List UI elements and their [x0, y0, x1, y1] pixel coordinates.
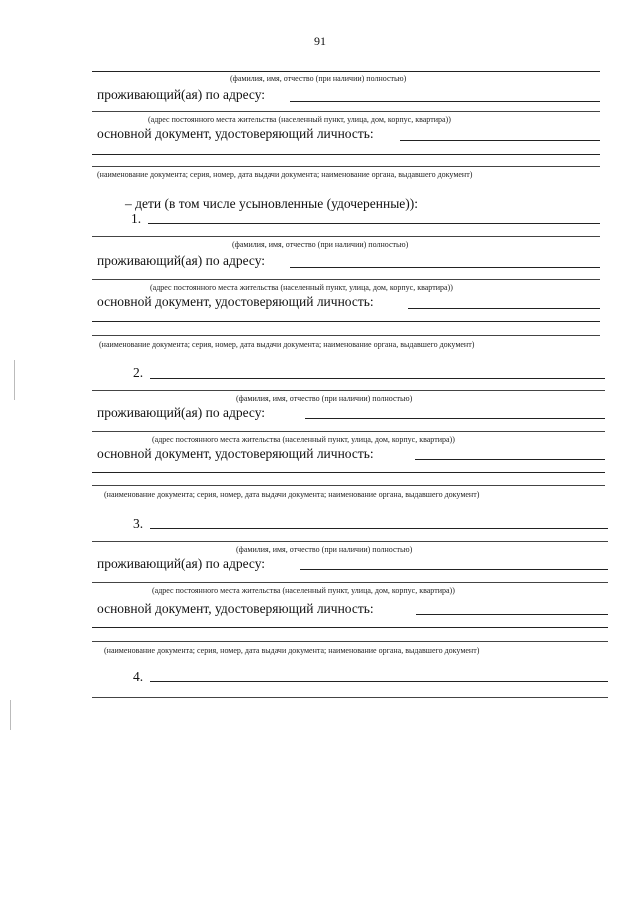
name-caption: (фамилия, имя, отчество (при наличии) полностью) — [230, 74, 407, 83]
document-field-line-3[interactable] — [92, 166, 600, 167]
document-field-line-2[interactable] — [92, 627, 608, 628]
address-field-line-2[interactable] — [92, 111, 600, 112]
document-field-line-3[interactable] — [92, 335, 600, 336]
document-field-line-2[interactable] — [92, 154, 600, 155]
document-field-line-3[interactable] — [92, 485, 605, 486]
document-field-line[interactable] — [400, 140, 600, 141]
id-document-label: основной документ, удостоверяющий личность: — [97, 601, 374, 616]
document-field-line-2[interactable] — [92, 321, 600, 322]
page-number: 91 — [314, 34, 326, 48]
document-field-line-3[interactable] — [92, 641, 608, 642]
residing-label: проживающий(ая) по адресу: — [97, 87, 266, 102]
child-number: 2. — [133, 365, 144, 380]
address-field-line[interactable] — [290, 267, 600, 268]
address-field-line[interactable] — [290, 101, 600, 102]
name-caption: (фамилия, имя, отчество (при наличии) полностью) — [232, 240, 409, 249]
scan-mark — [14, 360, 15, 400]
id-document-label: основной документ, удостоверяющий личность: — [97, 294, 374, 309]
name-caption: (фамилия, имя, отчество (при наличии) полностью) — [236, 394, 413, 403]
children-heading: – дети (в том числе усыновленные (удочеренные)): — [125, 196, 419, 211]
child-name-line-2[interactable] — [92, 697, 608, 698]
child-name-line[interactable] — [150, 528, 608, 529]
address-field-line[interactable] — [305, 418, 605, 419]
id-document-label: основной документ, удостоверяющий личность: — [97, 126, 374, 141]
name-caption: (фамилия, имя, отчество (при наличии) полностью) — [236, 545, 413, 554]
document-field-line-2[interactable] — [92, 472, 605, 473]
document-field-line[interactable] — [415, 459, 605, 460]
child-number: 1. — [131, 211, 142, 226]
address-field-line[interactable] — [300, 569, 608, 570]
address-caption: (адрес постоянного места жительства (населенный пункт, улица, дом, корпус, квартира)) — [152, 586, 455, 595]
child-name-line[interactable] — [150, 378, 605, 379]
child-name-line[interactable] — [148, 223, 600, 224]
residing-label: проживающий(ая) по адресу: — [97, 556, 266, 571]
address-caption: (адрес постоянного места жительства (населенный пункт, улица, дом, корпус, квартира)) — [148, 115, 451, 124]
document-caption: (наименование документа; серия, номер, дата выдачи документа; наименование органа, выдавшего документ) — [104, 646, 480, 655]
document-caption: (наименование документа; серия, номер, дата выдачи документа; наименование органа, выдавшего документ) — [99, 340, 475, 349]
child-number: 3. — [133, 516, 144, 531]
document-caption: (наименование документа; серия, номер, дата выдачи документа; наименование органа, выдавшего документ) — [104, 490, 480, 499]
name-field-line[interactable] — [92, 71, 600, 72]
child-name-line-2[interactable] — [92, 390, 605, 391]
document-caption: (наименование документа; серия, номер, дата выдачи документа; наименование органа, выдавшего документ) — [97, 170, 473, 179]
child-number: 4. — [133, 669, 144, 684]
address-field-line-2[interactable] — [92, 431, 605, 432]
document-field-line[interactable] — [408, 308, 600, 309]
address-caption: (адрес постоянного места жительства (населенный пункт, улица, дом, корпус, квартира)) — [152, 435, 455, 444]
residing-label: проживающий(ая) по адресу: — [97, 253, 266, 268]
child-name-line[interactable] — [150, 681, 608, 682]
document-field-line[interactable] — [416, 614, 608, 615]
child-name-line-2[interactable] — [92, 541, 608, 542]
residing-label: проживающий(ая) по адресу: — [97, 405, 266, 420]
id-document-label: основной документ, удостоверяющий личность: — [97, 446, 374, 461]
scan-mark — [10, 700, 11, 730]
address-field-line-2[interactable] — [92, 582, 608, 583]
address-field-line-2[interactable] — [92, 279, 600, 280]
child-name-line-2[interactable] — [92, 236, 600, 237]
address-caption: (адрес постоянного места жительства (населенный пункт, улица, дом, корпус, квартира)) — [150, 283, 453, 292]
